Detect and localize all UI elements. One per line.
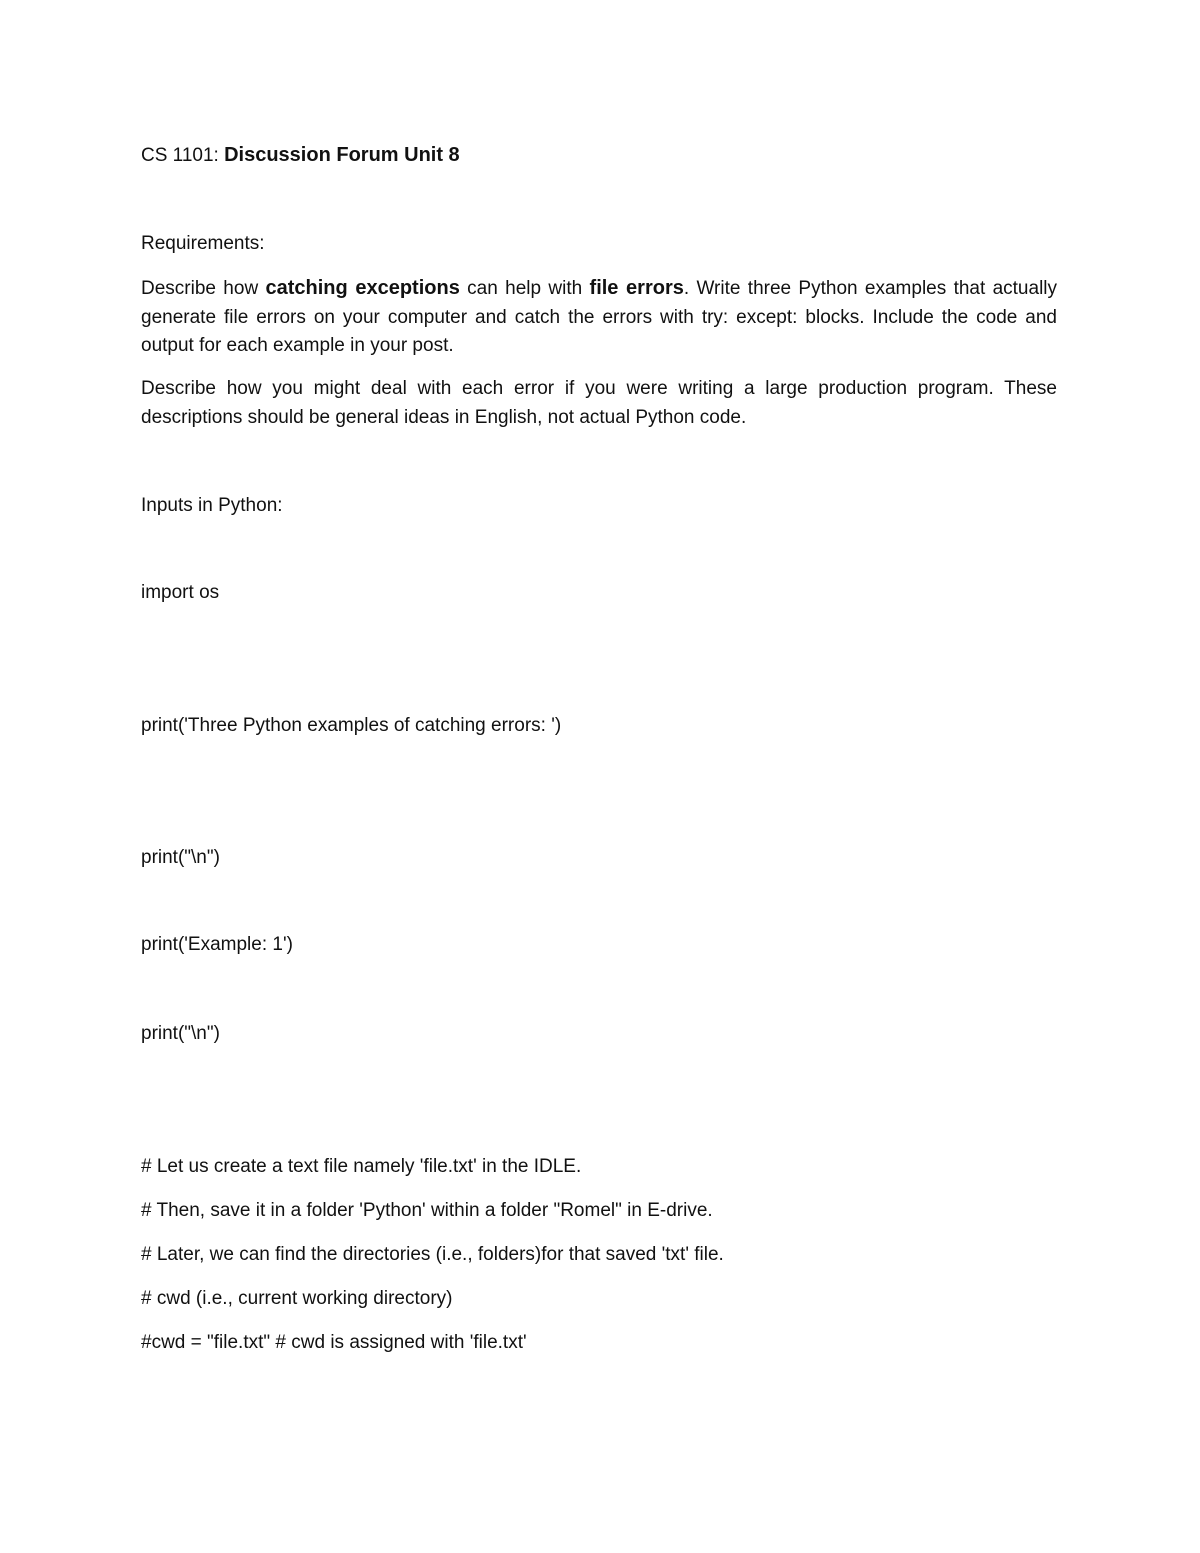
p1-bold-file-errors: file errors bbox=[589, 277, 684, 299]
inputs-heading: Inputs in Python: bbox=[141, 495, 283, 516]
forum-title: Discussion Forum Unit 8 bbox=[224, 144, 460, 166]
code-line: print("\n") bbox=[141, 1023, 220, 1044]
requirements-paragraph-2: Describe how you might deal with each error if you were writing a large production program. These descriptions should be general ideas in English, not actual Python code. bbox=[141, 378, 1057, 428]
code-line: import os bbox=[141, 582, 220, 603]
p1-bold-catching-exceptions: catching exceptions bbox=[265, 277, 460, 299]
code-comment-line: # cwd (i.e., current working directory) bbox=[141, 1288, 453, 1309]
requirements-heading: Requirements: bbox=[141, 233, 265, 254]
p1-text-3: . Write three Python examples that actually generate file errors on your computer and catch the errors with try: except: blocks. Include the code and output for each example in your post. bbox=[141, 278, 1058, 356]
code-comment-line: # Later, we can find the directories (i.e., folders)for that saved 'txt' file. bbox=[141, 1244, 724, 1265]
code-line: print("\n") bbox=[141, 847, 220, 868]
p1-text-1: Describe how bbox=[141, 278, 266, 299]
course-code: CS 1101: bbox=[141, 145, 225, 166]
code-comment-line: # Let us create a text file namely 'file.txt' in the IDLE. bbox=[141, 1156, 582, 1177]
code-line: print('Three Python examples of catching errors: ') bbox=[141, 715, 562, 736]
requirements-paragraph-1 bbox=[141, 274, 1057, 361]
code-comment-line: #cwd = "file.txt" # cwd is assigned with 'file.txt' bbox=[141, 1332, 527, 1353]
p1-text-2: can help with bbox=[459, 278, 590, 299]
code-line: print('Example: 1') bbox=[141, 934, 293, 955]
code-comment-line: # Then, save it in a folder 'Python' within a folder "Romel" in E-drive. bbox=[141, 1200, 713, 1221]
document-title bbox=[141, 143, 460, 168]
